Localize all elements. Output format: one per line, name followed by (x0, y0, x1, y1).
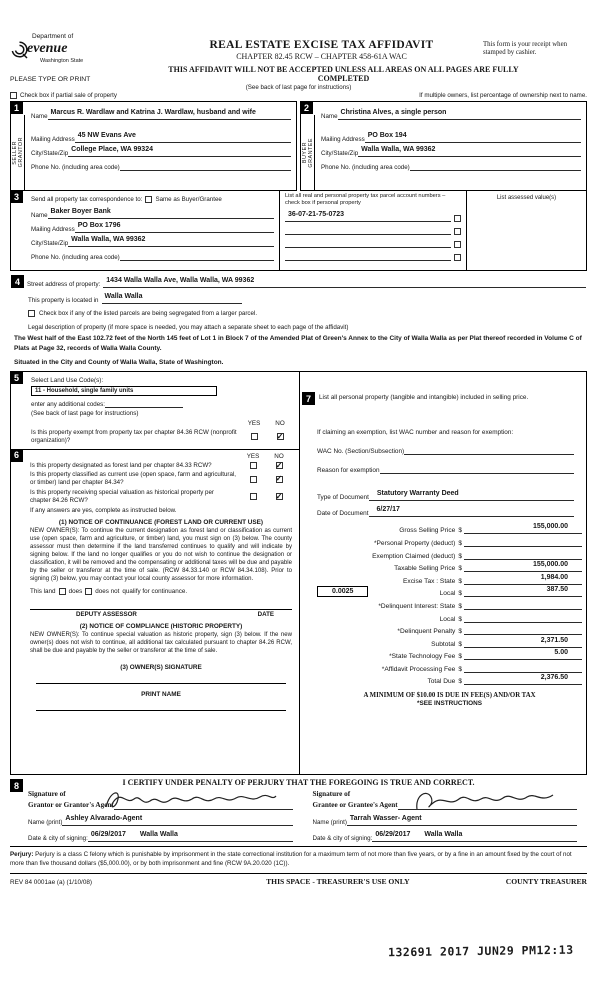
yes-column-header-2: YES (246, 452, 260, 460)
section-4-badge: 4 (11, 275, 24, 288)
situated-text: Situated in the City and County of Walla Walla, State of Washington. (14, 359, 224, 367)
acceptance-warning: THIS AFFIDAVIT WILL NOT BE ACCEPTED UNLESS ALL AREAS ON ALL PAGES ARE FULLY COMPLETED (168, 65, 519, 83)
perjury-notice (10, 851, 587, 868)
assessed-values-header: List assessed value(s) (496, 195, 557, 201)
dor-logo (10, 33, 160, 64)
delinquent-interest-local-label: Local (439, 615, 456, 623)
notice-compliance-title: (2) NOTICE OF COMPLIANCE (HISTORIC PROPERTY) (79, 623, 243, 631)
historic-yes-checkbox[interactable] (250, 493, 257, 500)
buyer-name-label: Name (321, 113, 338, 120)
doc-date-field[interactable]: 6/27/17 (369, 498, 574, 517)
technology-fee-field[interactable]: 5.00 (464, 641, 582, 660)
section-3-badge: 3 (10, 190, 23, 203)
receipt-note: This form is your receipt when stamped by cashier. (483, 41, 567, 57)
grantee-date-city-field[interactable]: 06/29/2017 Walla Walla (372, 823, 577, 842)
buyer-name-field[interactable]: Christina Alves, a single person (338, 101, 581, 120)
qualify-label: qualify for continuance. (122, 588, 188, 596)
doc-type-field[interactable]: Statutory Warranty Deed (369, 482, 574, 501)
grantor-sig-label-1: Signature of (28, 790, 66, 799)
multiple-owners-note: If multiple owners, list percentage of ownership next to name. (419, 92, 587, 99)
subtotal-field[interactable]: 2,371.50 (464, 629, 582, 648)
segregated-checkbox[interactable] (28, 310, 35, 317)
exempt-yes-checkbox[interactable] (251, 433, 258, 440)
please-type-print: PLEASE TYPE OR PRINT (10, 76, 91, 83)
historic-question: Is this property receiving special valuation as historical property per chapter 84.26 RCW? (30, 488, 214, 504)
buyer-grantee-side-label: BUYER GRANTEE (301, 115, 315, 190)
does-not-checkbox[interactable] (85, 588, 92, 595)
buyer-city-label: City/State/Zip (321, 150, 359, 157)
parcel-personal-checkbox-4[interactable] (454, 254, 461, 261)
logo-dept-text: Department of (32, 33, 74, 40)
see-back-note-2: (See back of last page for instructions) (31, 410, 139, 418)
additional-codes-field[interactable] (105, 407, 183, 408)
current-use-no-checkbox[interactable]: ✓ (275, 474, 283, 484)
grantor-sig-label-2: Grantor or Grantor's Agent (28, 801, 114, 810)
grantee-name-print-label: Name (print) (312, 819, 347, 827)
notice-compliance-text: NEW OWNER(S): To continue special valuation as historic property, sign (3) below. If the new owner(s) does not wish to continue, all additional tax calculated pursuant to chapter 84.26 RCW, shall be due and payable by the seller or transferor at the time of sale. (30, 632, 292, 655)
total-due-field[interactable]: 2,376.50 (464, 666, 582, 685)
corr-address-field[interactable]: PO Box 1796 (75, 214, 274, 233)
deputy-assessor-line (30, 609, 292, 610)
grantor-date-city-field[interactable]: 06/29/2017 Walla Walla (88, 823, 293, 842)
delinquent-penalty-label: *Delinquent Penalty (397, 628, 456, 636)
no-column-header-2: NO (274, 452, 284, 460)
forest-no-checkbox[interactable]: ✓ (275, 460, 283, 470)
grantee-sig-label-2: Grantee or Grantee's Agent (312, 801, 398, 810)
seller-grantor-side-label: SELLER GRANTOR (11, 115, 25, 190)
buyer-address-field[interactable]: PO Box 194 (365, 124, 581, 143)
personal-property-deduct-field[interactable] (464, 546, 582, 547)
grantor-name-print-field[interactable]: Ashley Alvarado-Agent (62, 807, 292, 826)
section-8-badge: 8 (10, 779, 23, 792)
parcel-number-field[interactable]: 36-07-21-75-0723 (285, 203, 451, 222)
section-7-badge: 7 (302, 392, 315, 405)
excise-local-label: Local (439, 590, 456, 598)
corr-address-label: Mailing Address (31, 226, 75, 233)
located-in-label: This property is located in (28, 297, 99, 304)
section-1-badge: 1 (10, 101, 23, 114)
grantee-date-city-label: Date & city of signing: (312, 835, 373, 843)
seller-name-field[interactable]: Marcus R. Wardlaw and Katrina J. Wardlaw, husband and wife (48, 101, 291, 120)
parcel-personal-checkbox-3[interactable] (454, 241, 461, 248)
parcel-numbers-header: List all real and personal property tax parcel account numbers – check box if personal property (285, 193, 446, 206)
segregated-label: Check box if any of the listed parcels are being segregated from a larger parcel. (39, 309, 258, 317)
perjury-text: Perjury is a class C felony which is punishable by imprisonment in the state correctional institution for a maximum term of not more than five years, or by a fine in an amount fixed by the court of not more than five thousand dollars ($5,000.00), or by both imprisonment and fine (RCW 9A.20.020 (1C)). (10, 851, 572, 868)
see-instructions-note: *SEE INSTRUCTIONS (417, 700, 482, 708)
local-rate-field[interactable]: 0.0025 (317, 586, 368, 597)
excise-state-field[interactable]: 1,984.00 (464, 566, 582, 585)
buyer-address-label: Mailing Address (321, 136, 365, 143)
processing-fee-label: *Affidavit Processing Fee (381, 665, 456, 673)
wac-number-label: WAC No. (Section/Subsection) (317, 447, 405, 455)
street-address-field[interactable]: 1434 Walla Walla Ave, Walla Walla, WA 99362 (103, 269, 586, 288)
form-title: REAL ESTATE EXCISE TAX AFFIDAVIT (209, 39, 434, 51)
parcel-personal-checkbox-1[interactable] (454, 215, 461, 222)
personal-property-label: List all personal property (tangible and intangible) included in selling price. (319, 394, 529, 402)
owners-signature-label: (3) OWNER(S) SIGNATURE (120, 663, 202, 671)
seller-address-field[interactable]: 45 NW Evans Ave (75, 124, 291, 143)
corr-phone-field[interactable] (120, 260, 274, 261)
seller-city-field[interactable]: College Place, WA 99324 (68, 138, 291, 157)
forest-yes-checkbox[interactable] (250, 462, 257, 469)
land-use-section (11, 372, 299, 450)
wac-number-field[interactable] (404, 454, 574, 455)
certification-section (10, 775, 587, 847)
form-footer-bar (10, 873, 587, 886)
date-label: DATE (257, 611, 274, 619)
this-land-label: This land (30, 588, 56, 596)
doc-date-label: Date of Document (317, 509, 369, 517)
certify-statement: I CERTIFY UNDER PENALTY OF PERJURY THAT THE FOREGOING IS TRUE AND CORRECT. (122, 778, 475, 788)
treasurer-space-label: THIS SPACE - TREASURER'S USE ONLY (266, 876, 410, 886)
reason-exemption-field[interactable] (380, 473, 574, 474)
exemption-label: If claiming an exemption, list WAC number and reason for exemption: (317, 428, 514, 436)
seller-name-label: Name (31, 113, 48, 120)
section-5-badge: 5 (10, 371, 23, 384)
section-6-badge: 6 (10, 449, 23, 462)
located-in-field[interactable]: Walla Walla (102, 285, 242, 304)
parcel-number-field-4[interactable] (285, 260, 451, 261)
partial-sale-checkbox[interactable] (10, 92, 17, 99)
delinquent-interest-local-field[interactable] (464, 622, 582, 623)
personal-property-deduct-label: *Personal Property (deduct) (373, 539, 456, 547)
historic-no-checkbox[interactable]: ✓ (275, 491, 283, 501)
corr-city-label: City/State/Zip (31, 240, 69, 247)
excise-local-field[interactable]: 387.50 (464, 578, 582, 597)
print-name-label: PRINT NAME (141, 690, 181, 698)
grantee-sig-label-1: Signature of (312, 790, 351, 799)
land-use-code-field[interactable]: 11 - Household, single family units (31, 386, 217, 396)
section-2-badge: 2 (300, 101, 313, 114)
additional-codes-label: enter any additional codes: (31, 401, 105, 409)
grantor-date-city-label: Date & city of signing: (28, 835, 88, 843)
owners-signature-field[interactable] (36, 671, 286, 684)
selling-price-section: 7 List all personal property (tangible and intangible) included in selling price. If claiming an exemption, list WAC number and reason for exemption: WAC No. (Section/Subsection) Reason for exemption Type of Document Statutory Warranty Deed Date of Document 6/27/17 Gross Selling Price $ 155,000.00 *Personal Property (deduct) $ Exemption Claimed (deduct) $ Taxable Selling Price $ 155,000.00 Excise Tax : State $ 1,984.00 0.0025 Local $ 387.50 *Delinquent Interest: State $ Local $ *Delinquent Penalty $ Subtotal $ 2,371.50 *State Technology Fee $ 5.00 *Affidavit Processing Fee $ Total Due $ 2,376.50 A MINIMUM OF $10.00 IS DUE IN FEE(S) AND/OR TAX *SEE INSTRUCTIONS (300, 372, 586, 774)
no-column-header: NO (275, 420, 285, 428)
property-address-section (10, 271, 587, 369)
forest-land-question: Is this property designated as forest land per chapter 84.33 RCW? (30, 461, 212, 469)
current-use-question: Is this property classified as current use (open space, farm and agricultural, or timber) land per chapter 84.34? (30, 471, 237, 487)
deputy-assessor-label: DEPUTY ASSESSOR (76, 611, 137, 619)
exempt-no-checkbox[interactable]: ✓ (276, 431, 284, 441)
gross-price-field[interactable]: 155,000.00 (464, 515, 582, 534)
reason-exemption-label: Reason for exemption (317, 466, 380, 474)
perjury-label: Perjury: (10, 851, 34, 859)
parcel-number-field-3[interactable] (285, 247, 451, 248)
corr-phone-label: Phone No. (including area code) (31, 254, 120, 261)
doc-type-label: Type of Document (317, 493, 369, 501)
grantee-signature-block (299, 789, 584, 842)
partial-sale-label: Check box if partial sale of property (20, 92, 117, 99)
if-yes-note: If any answers are yes, complete as instructed below. (30, 507, 177, 515)
buyer-grantee-section (300, 101, 587, 191)
corr-name-field[interactable]: Baker Boyer Bank (48, 200, 274, 219)
logo-revenue-text: evenue (27, 41, 68, 56)
yes-column-header: YES (247, 420, 261, 428)
delinquent-interest-state-label: *Delinquent Interest: State (378, 602, 456, 610)
total-due-label: Total Due (427, 678, 456, 686)
continuance-section (11, 450, 299, 775)
excise-state-label: Excise Tax : State (403, 577, 456, 585)
same-as-buyer-label: Same as Buyer/Grantee (155, 195, 222, 203)
does-checkbox[interactable] (59, 588, 66, 595)
county-treasurer-label: COUNTY TREASURER (505, 876, 587, 886)
corr-name-label: Name (31, 212, 48, 219)
grantor-signature-block (14, 789, 299, 842)
seller-address-label: Mailing Address (31, 136, 75, 143)
technology-fee-label: *State Technology Fee (389, 653, 456, 661)
see-back-note: (See back of last page for instructions) (245, 84, 352, 91)
taxable-price-field[interactable]: 155,000.00 (464, 553, 582, 572)
exemption-claimed-label: Exemption Claimed (deduct) (372, 552, 456, 560)
seller-phone-label: Phone No. (including area code) (31, 164, 120, 171)
buyer-phone-field[interactable] (410, 170, 581, 171)
gross-price-label: Gross Selling Price (399, 527, 456, 535)
buyer-phone-label: Phone No. (including area code) (321, 164, 410, 171)
legal-description-text[interactable]: The West half of the East 102.72 feet of the North 145 feet of Lot 1 in Block 7 of the Amended Plat of Green's Annex to the City of Walla Walla as per Plat thereof recorded in Volume C of Plats at Page 32, records of Walla Walla County. (14, 335, 582, 353)
parcel-number-field-2[interactable] (285, 234, 451, 235)
print-name-field[interactable] (36, 698, 286, 711)
street-address-label: Street address of property: (27, 281, 101, 288)
minimum-due-note: A MINIMUM OF $10.00 IS DUE IN FEE(S) AND/OR TAX (363, 692, 536, 700)
parcel-personal-checkbox-2[interactable] (454, 228, 461, 235)
tax-correspondence-section (10, 191, 587, 271)
notice-continuance-text: NEW OWNER(S): To continue the current designation as forest land or classification as current use (open space, farm and agriculture, or timber) land, you must sign on (3) below. The county assessor must then determine if the land transferred continues to qualify and will indicate by signing below. If the land no longer qualifies or you do not wish to continue the designation or classification, it will be removed and the compensating or additional taxes will be due and payable by the seller or transferor at the time of sale. (RCW 84.33.140 or RCW 84.34.108). Prior to signing (3) below, you may contact your local county assessor for more information. (30, 528, 292, 582)
subtotal-label: Subtotal (431, 640, 456, 648)
logo-state-text: Washington State (40, 58, 84, 64)
does-label: does (68, 588, 83, 596)
seller-grantor-section (10, 101, 297, 191)
grantor-name-print-label: Name (print) (28, 819, 63, 827)
send-correspondence-label: Send all property tax correspondence to: (31, 195, 143, 203)
does-not-label: does not (95, 588, 120, 596)
corr-city-field[interactable]: Walla Walla, WA 99362 (68, 228, 274, 247)
buyer-city-field[interactable]: Walla Walla, WA 99362 (358, 138, 581, 157)
rev-form-number: REV 84 0001ae (a) (1/10/08) (10, 878, 93, 886)
delinquent-interest-state-field[interactable] (464, 609, 582, 610)
current-use-yes-checkbox[interactable] (250, 476, 257, 483)
treasurer-date-stamp: 132691 2017 JUN29 PM12:13 (388, 942, 575, 960)
form-header (10, 33, 587, 64)
exempt-question: Is this property exempt from property tax per chapter 84.36 RCW (nonprofit organization)? (31, 429, 237, 444)
grantee-name-print-field[interactable]: Tarrah Wasser- Agent (347, 807, 577, 826)
notice-continuance-title: (1) NOTICE OF CONTINUANCE (FOREST LAND OR CURRENT USE) (58, 519, 264, 527)
seller-phone-field[interactable] (120, 170, 291, 171)
legal-description-label: Legal description of property (if more space is needed, you may attach a separate sheet to each page of the affidavit) (28, 324, 349, 331)
select-land-use-label: Select Land Use Code(s): (31, 377, 104, 385)
taxable-price-label: Taxable Selling Price (394, 565, 456, 573)
seller-city-label: City/State/Zip (31, 150, 69, 157)
form-chapter: CHAPTER 82.45 RCW – CHAPTER 458-61A WAC (236, 52, 407, 61)
